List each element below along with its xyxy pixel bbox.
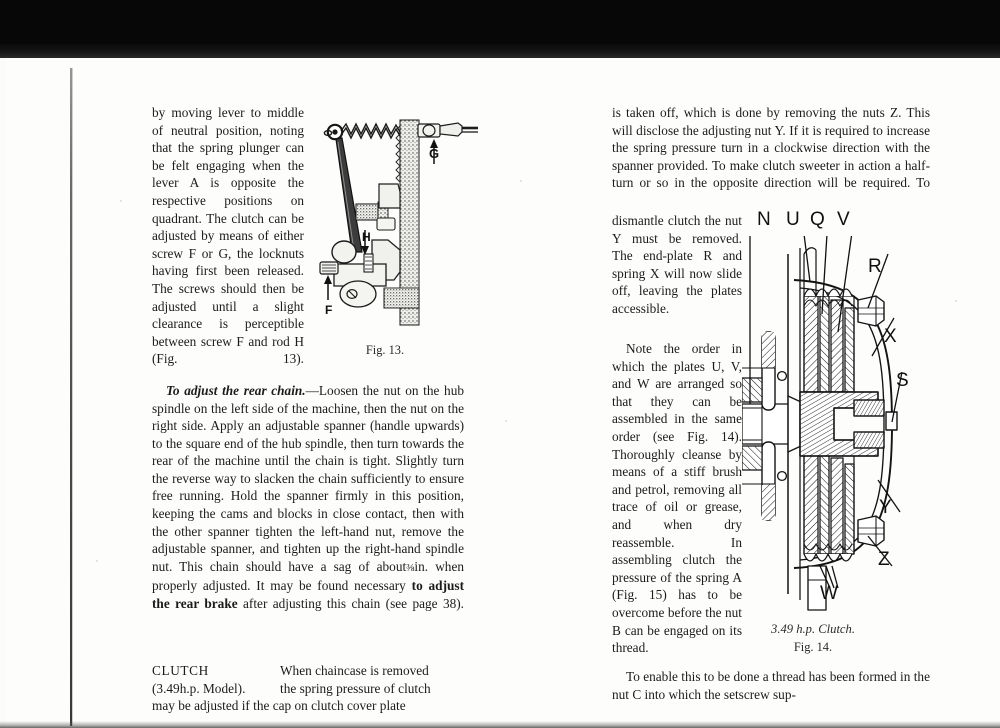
figure-14-label-Z: Z xyxy=(878,549,890,570)
right-paragraph-3: Note the order in which the plates U, V, and W are arranged so that they can be assembled in the same order (see Fig. 14). Thoroughly cleanse by means of a stiff brush and petrol, removing all trace of oil or grease, and when dry reassemble. In assembling clutch the pressure of the spring A (Fig. 15) has to be overcome before the nut B can be engaged on its thread. xyxy=(612,341,742,656)
figure-13-label-G: G xyxy=(429,146,440,161)
figure-13-label-F: F xyxy=(325,303,333,317)
spacer xyxy=(152,368,464,382)
figure-13-illustration xyxy=(312,112,482,337)
scan-speck xyxy=(520,180,522,182)
rear-chain-body-cont: in. when properly adjusted. It may be found necessary xyxy=(152,558,464,594)
scan-speck xyxy=(505,420,507,422)
rear-chain-heading: To adjust the rear chain. xyxy=(166,382,306,398)
scanner-band-gradient xyxy=(0,44,1000,58)
scan-speck xyxy=(120,200,122,202)
clutch-text-line2: the spring pressure of clutch xyxy=(280,680,431,696)
clutch-text-line3: may be adjusted if the cap on clutch cover plate xyxy=(152,698,406,714)
figure-13-caption: Fig. 13. xyxy=(365,343,405,357)
clutch-heading-line2: (3.49h.p. Model). xyxy=(152,680,246,696)
figure-14-illustration xyxy=(742,236,924,611)
scan-speck xyxy=(96,560,98,562)
right-column-narrow-1 xyxy=(612,212,742,318)
left-paragraph-2 xyxy=(152,382,464,613)
figure-14-label-S: S xyxy=(896,370,909,391)
rear-brake-bold: to adjust the rear brake xyxy=(152,578,464,612)
right-column-bottom xyxy=(612,668,930,703)
clutch-text-line1: When chaincase is removed xyxy=(280,663,429,678)
clutch-heading-line1: CLUTCH xyxy=(152,663,209,678)
figure-14-label-Q: Q xyxy=(810,209,825,230)
right-text-column xyxy=(612,104,930,192)
sag-fraction: ⅜ xyxy=(406,561,415,574)
figure-13-label-H: H xyxy=(362,230,371,244)
rear-chain-body: —Loosen the nut on the hub spindle on the left side of the machine, then the nut on the right side. Apply an adjustable spanner (handle upwards) to the square end of the hub spindle, then turn towards the rear of the machine until the chain is tight. Slightly turn the reverse way to slacken the chain sufficiently to ensure free running. Hold the spanner firmly in this position, keeping the cams and blocks in close contact, then with the other spanner tighten the left-hand nut, remove the adjustable spanner, and tighten up the right-hand spindle nut. This chain should have a sag of about xyxy=(152,382,464,574)
right-column-narrow-2 xyxy=(612,340,742,657)
figure-14-caption-number: Fig. 14. xyxy=(793,640,833,654)
figure-14-label-U: U xyxy=(786,209,800,230)
figure-14-label-R: R xyxy=(868,256,882,277)
figure-14-label-W: W xyxy=(820,583,838,604)
figure-14-caption-title: 3.49 h.p. Clutch. xyxy=(771,622,855,636)
clutch-block xyxy=(152,662,464,715)
figure-14-label-Y: Y xyxy=(879,497,892,518)
page-bottom-shadow xyxy=(0,721,1000,728)
figure-14-label-V: V xyxy=(837,209,850,230)
page-gutter-rule-soft xyxy=(72,68,73,726)
rear-chain-body-end: after adjusting this chain (see page 38). xyxy=(243,596,464,612)
figure-14-label-N: N xyxy=(757,209,771,230)
right-paragraph-2: dismantle clutch the nut Y must be removed. The end-plate R and spring X will now slide off, leaving the plates accessible. xyxy=(612,213,742,316)
left-paragraph-1: by moving lever to middle of neutral position, noting that the spring plunger can be felt engaging when the lever A is opposite the respective positions on quadrant. The clutch can be adjusted by means of either screw F or G, the locknuts having first been released. The screws should then be adjusted until a slight clearance is perceptible between screw F and rod H (Fig. 13). xyxy=(152,105,304,367)
figure-14-label-X: X xyxy=(884,326,897,347)
right-paragraph-1: is taken off, which is done by removing the nuts Z. This will disclose the adjusting nut Y. If it is required to increase the spring pressure turn in a clockwise direction with the spanner provided. To make clutch sweeter in action a half-turn or so in the opposite direction will be required. To xyxy=(612,105,930,191)
scan-speck xyxy=(955,300,957,302)
right-paragraph-4: To enable this to be done a thread has been formed in the nut C into which the setscrew sup- xyxy=(612,669,930,702)
